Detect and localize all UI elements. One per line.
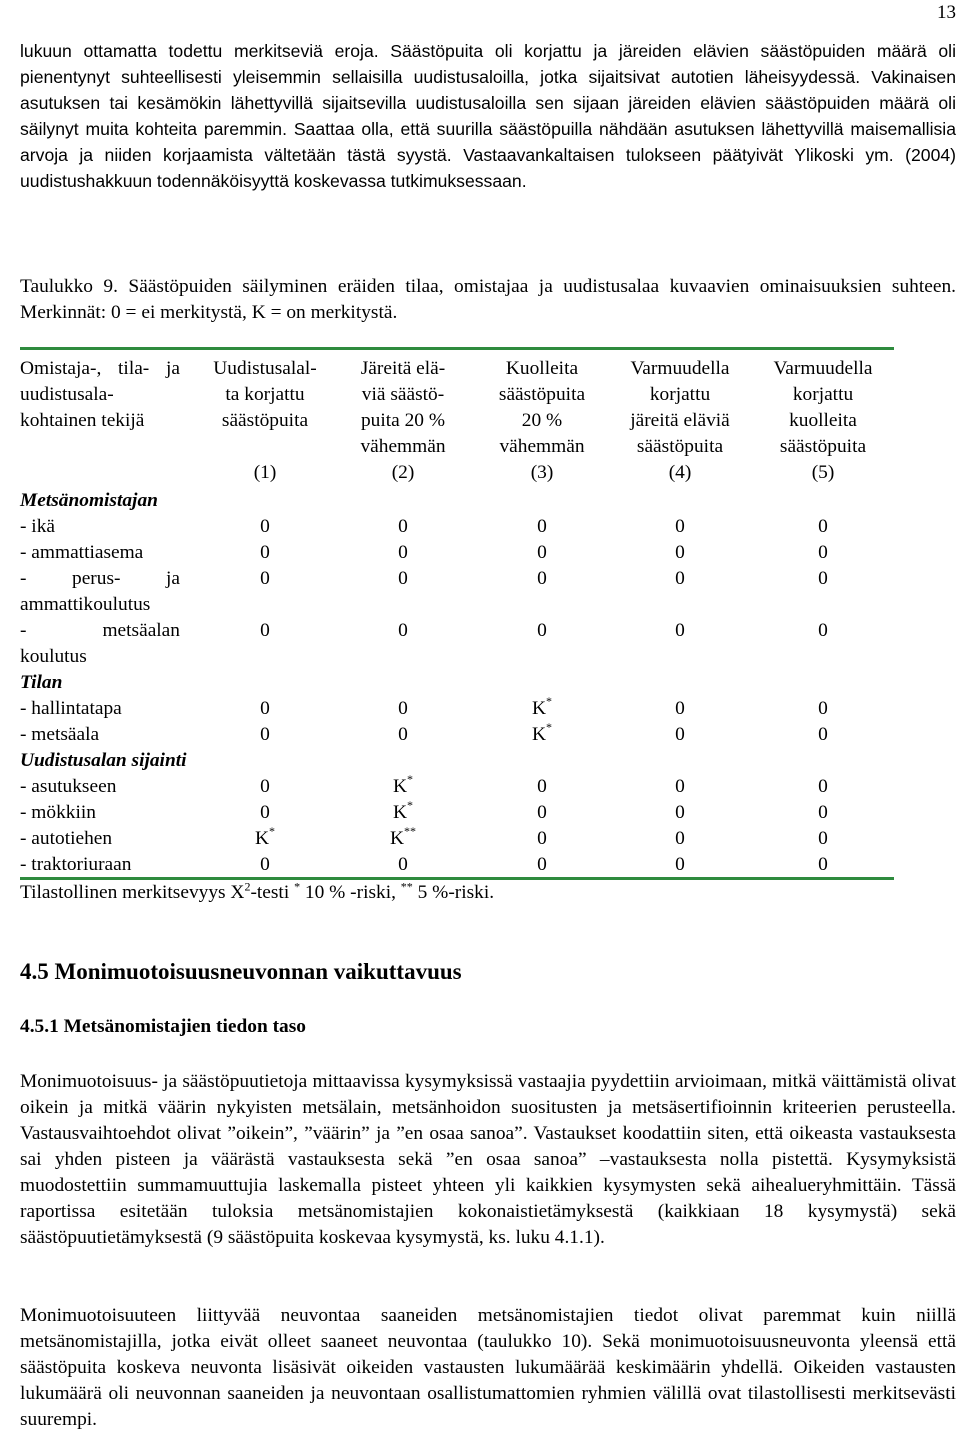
intro-paragraph: lukuun ottamatta todettu merkitseviä eroja. Säästöpuita oli korjattu ja järeiden elävien säästöpuiden määrä oli pienentynyt suhteellisesti yleisemmin sellaisilla uudistusaloilla, jotka sijaitsivat autotien läheisyydessä. Vakinaisen asutuksen tai kesämökin lähettyvillä sijaitsevilla uudistusaloilla sen sijaan järeiden elävien säästöpuiden määrä oli säilynyt muita kohteita paremmin. Saattaa olla, että suurilla säästöpuilla nähdään asutuksen lähettyvillä maisemallisia arvoja ja niiden korjaamista vältetään tästä syystä. Vastaavankaltaisen tulokseen päätyivät Ylikoski ym. (2004) uudistushakkuun todennäköisyyttä koskevassa tutkimuksessaan. [20,41,956,191]
cell-value: 0 [537,568,547,589]
cell-value: 0 [260,776,270,797]
row-label: - ikä [20,516,55,537]
cell-value: 0 [675,542,685,563]
cell-value: 0 [818,724,828,745]
table-top-rule [20,347,894,350]
section-label: Tilan [20,672,63,693]
cell-value: 0 [537,516,547,537]
cell-value: 0 [260,620,270,641]
header-col-1 [190,356,340,434]
cell-value: 0 [675,802,685,823]
table-caption: Taulukko 9. Säästöpuiden säilyminen eräiden tilaa, omistajaa ja uudistusalaa kuvaavien ominaisuuksien suhteen. Merkinnät: 0 = ei merkitystä, K = on merkitystä. [20,276,956,323]
header-col-3 [467,356,617,460]
cell-value: 0 [818,568,828,589]
cell-value: 0 [818,516,828,537]
cell-value: K** [389,823,416,849]
cell-value: 0 [398,724,408,745]
header-col-line: 20 % [521,410,563,431]
cell-value: 0 [398,542,408,563]
cell-value: 0 [818,802,828,823]
paragraph-2: Monimuotoisuuteen liittyvää neuvontaa saaneiden metsänomistajien tiedot olivat paremmat kuin niillä metsänomistajilla, jotka eivät olleet saaneet neuvontaa (taulukko 10). Sekä monimuotoisuusneuvonta yleensä että säästöpuita koskeva neuvonta lisäsivät oikeiden vastausten lukumäärää keskimäärin yhdellä. Oikeiden vastausten lukumäärä oli neuvonnan saaneiden ja neuvontaan osallistumattomien ryhmien välillä ovat tilastollisesti merkitsevästi suurempi. [20,1305,956,1430]
cell-value: K* [392,797,413,823]
page-number: 13 [937,2,956,23]
header-col-line: kuolleita [789,410,857,431]
section-label: Uudistusalan sijainti [20,750,187,771]
header-col-line: vähemmän [499,436,585,457]
header-col-number: (2) [391,462,415,483]
data-table [20,354,894,878]
table-row [20,693,894,722]
table-row [20,719,894,748]
cell-value: 0 [675,516,685,537]
row-label: - autotiehen [20,828,113,849]
header-col-line: säästöpuita [221,410,309,431]
cell-value: 0 [818,620,828,641]
table-section-row [20,670,894,696]
subsection-heading: 4.5.1 Metsänomistajien tiedon taso [20,1016,306,1037]
row-label: - mökkiin [20,802,96,823]
cell-value: 0 [398,620,408,641]
cell-value: 0 [537,542,547,563]
header-col-line: säästöpuita [779,436,867,457]
table-row [20,852,894,878]
header-col-line: Kuolleita [505,358,579,379]
table-row [20,771,894,800]
table-row [20,566,894,618]
header-col-number: (3) [530,462,554,483]
header-col-line: vähemmän [360,436,446,457]
row-label: - ammattiasema [20,542,144,563]
header-col-line: säästöpuita [636,436,724,457]
row-label: - traktoriuraan [20,854,132,875]
cell-value: 0 [818,776,828,797]
header-col-number: (1) [253,462,277,483]
row-label: - hallintatapa [20,698,122,719]
header-col-number: (4) [668,462,692,483]
cell-value: 0 [537,854,547,875]
section-heading: 4.5 Monimuotoisuusneuvonnan vaikuttavuus [20,959,462,984]
header-col-number: (5) [811,462,835,483]
header-col-line: puita 20 % [360,410,445,431]
cell-value: 0 [818,854,828,875]
cell-value: 0 [398,516,408,537]
header-col-line: korjattu [649,384,711,405]
cell-value: 0 [260,568,270,589]
table-section-row [20,488,894,514]
table-row [20,618,894,670]
header-col-line: Järeitä elä- [360,358,446,379]
cell-value: 0 [675,568,685,589]
paragraph-1: Monimuotoisuus- ja säästöpuutietoja mittaavissa kysymyksissä vastaajia pyydettiin arvioimaan, mitkä väittämistä olivat oikein ja mitkä väärin nykyisten metsälain, metsänhoidon suositusten ja metsäsertifioinnin kriteerien perusteella. Vastausvaihtoehdot olivat ”oikein”, ”väärin” ja ”en osaa sanoa”. Vastaukset koodattiin siten, että oikeasta vastauksesta sai yhden pisteen ja väärästä vastauksesta sekä ”en osaa sanoa” –vastauksesta nolla pistettä. Kysymyksistä muodostettiin summamuuttujia laskemalla pisteet yhteen yli kaikkien kysymysten sekä aihealueryhmittäin. Tässä raportissa esitetään tuloksia metsänomistajien kokonaistietämyksestä (kaikkiaan 18 kysymystä) sekä säästöpuutietämyksestä (9 säästöpuita koskevaa kysymystä, ks. luku 4.1.1). [20,1071,956,1248]
table-row [20,540,894,566]
header-col-5 [748,356,898,460]
table-header [20,354,894,488]
header-col-line: säästöpuita [498,384,586,405]
cell-value: 0 [537,776,547,797]
cell-value: 0 [818,698,828,719]
header-col-line: Uudistusalal- [213,358,317,379]
cell-value: 0 [260,698,270,719]
cell-value: 0 [537,620,547,641]
cell-value: K* [531,693,552,719]
cell-value: K* [392,771,413,797]
cell-value: 0 [260,516,270,537]
table-section-row [20,748,894,774]
cell-value: 0 [675,776,685,797]
cell-value: 0 [398,698,408,719]
cell-value: 0 [260,542,270,563]
cell-value: 0 [398,854,408,875]
cell-value: K* [254,823,275,849]
table-row [20,514,894,540]
table-body [20,488,894,878]
cell-value: 0 [675,724,685,745]
table-row [20,797,894,826]
cell-value: 0 [818,828,828,849]
cell-value: 0 [675,854,685,875]
cell-value: K* [531,719,552,745]
header-col-line: Varmuudella [630,358,730,379]
header-col-line: viä säästö- [361,384,445,405]
section-label: Metsänomistajan [20,490,158,511]
table-row [20,823,894,852]
row-label: - asutukseen [20,776,117,797]
row-label: - perus- ja ammattikoulutus [20,568,180,615]
header-col-line: järeitä eläviä [630,410,730,431]
header-col-4 [605,356,755,460]
cell-value: 0 [398,568,408,589]
cell-value: 0 [260,854,270,875]
cell-value: 0 [260,802,270,823]
header-col-line: ta korjattu [225,384,305,405]
cell-value: 0 [537,828,547,849]
cell-value: 0 [675,698,685,719]
cell-value: 0 [675,620,685,641]
cell-value: 0 [818,542,828,563]
cell-value: 0 [675,828,685,849]
row-label: - metsäala [20,724,100,745]
table-footnote: Tilastollinen merkitsevyys $X^2$-testi * 10 % -riski, ** 5 %-riski. [20,879,495,903]
header-col-line: Varmuudella [773,358,873,379]
header-col-line: korjattu [792,384,854,405]
header-col-2 [328,356,478,460]
row-label: - metsäalan koulutus [20,620,180,667]
cell-value: 0 [260,724,270,745]
cell-value: 0 [537,802,547,823]
header-factor: Omistaja-, tila- ja uudistusala- kohtainen tekijä [20,358,180,431]
